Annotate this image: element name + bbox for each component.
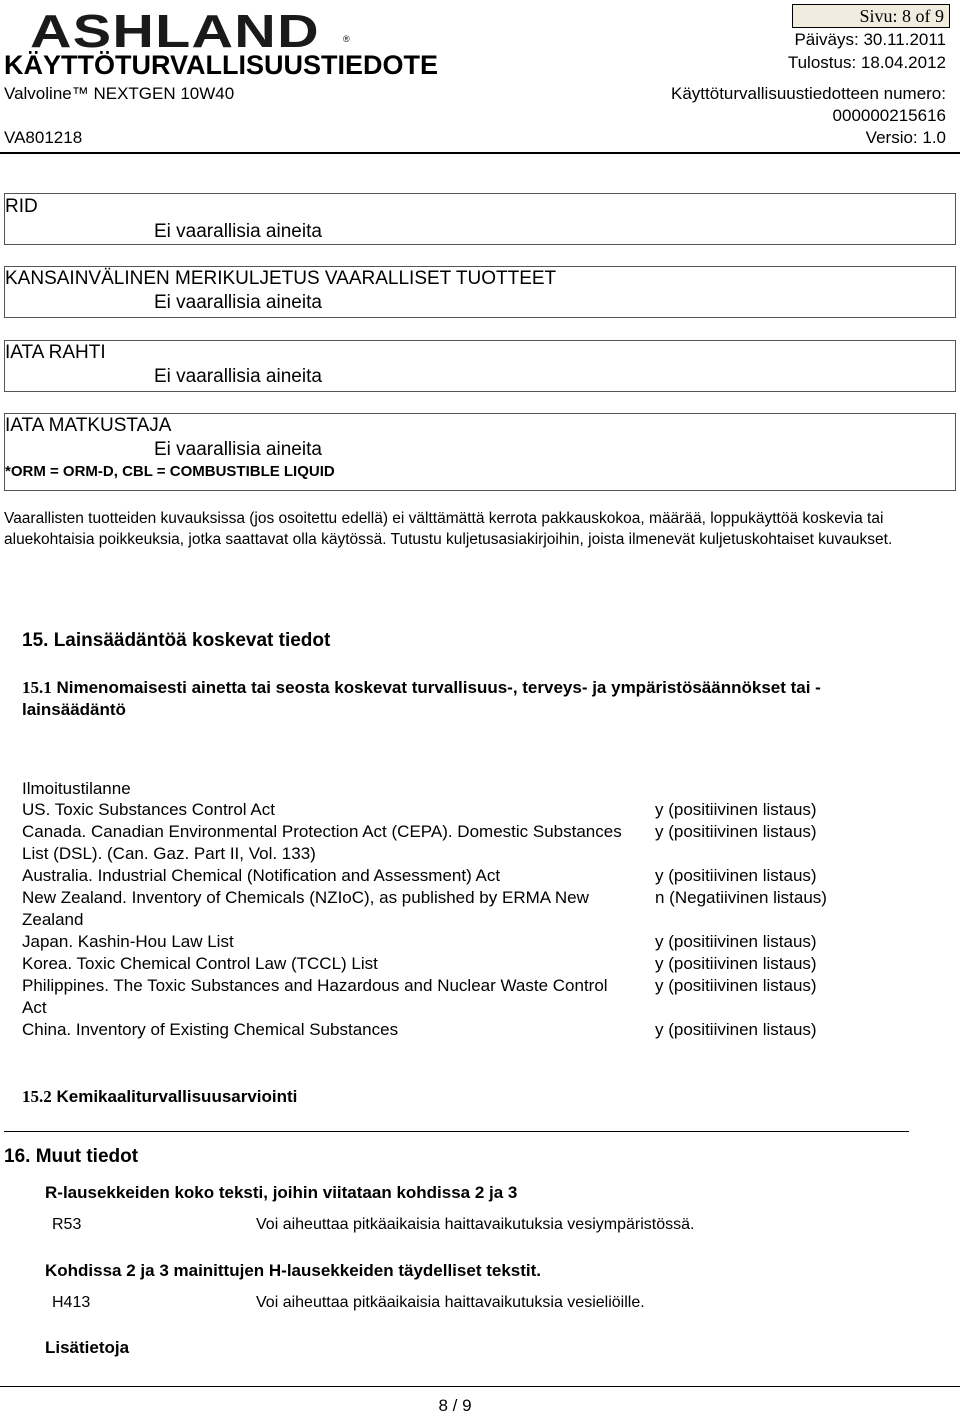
transport-value: Ei vaarallisia aineita — [154, 221, 322, 242]
inventory-status: y (positiivinen listaus) — [655, 932, 817, 951]
date-label: Päiväys: 30.11.2011 — [794, 30, 946, 49]
inventory-status: y (positiivinen listaus) — [655, 866, 817, 885]
h-phrases-heading: Kohdissa 2 ja 3 mainittujen H-lausekkeiden täydelliset tekstit. — [45, 1261, 541, 1280]
subsection-number: 15.1 — [22, 678, 52, 697]
footer-divider — [0, 1386, 960, 1387]
inventory-status: y (positiivinen listaus) — [655, 954, 817, 973]
transport-value: Ei vaarallisia aineita — [154, 439, 322, 460]
section-16-title: 16. Muut tiedot — [4, 1146, 139, 1167]
version-label: Versio: 1.0 — [865, 128, 946, 147]
inventory-name: New Zealand. Inventory of Chemicals (NZIoC), as published by ERMA New Zealand — [22, 888, 589, 929]
inventory-name: Korea. Toxic Chemical Control Law (TCCL) List — [22, 954, 378, 973]
subsection-number: 15.2 — [22, 1087, 52, 1106]
transport-label: IATA MATKUSTAJA — [5, 415, 172, 436]
registered-mark: ® — [343, 34, 350, 44]
subsection-15-1 — [22, 677, 922, 721]
r-phrase-code: R53 — [52, 1216, 82, 1233]
transport-value: Ei vaarallisia aineita — [154, 366, 322, 387]
transport-paragraph: Vaarallisten tuotteiden kuvauksissa (jos osoitettu edellä) ei välttämättä kerrota pakkauskokoa, määrää, loppukäyttöä koskevia tai aluekohtaisia poikkeuksia, jotka saattavat olla käytössä. Tutustu kuljetusasiakirjoihin, joista ilmenevät kuljetuskohtaiset kuvaukset. — [4, 510, 893, 548]
h-phrase-code: H413 — [52, 1294, 91, 1311]
print-date-label: Tulostus: 18.04.2012 — [787, 53, 946, 72]
inventory-status: y (positiivinen listaus) — [655, 1020, 817, 1039]
additional-info-heading: Lisätietoja — [45, 1338, 130, 1357]
product-name: Valvoline™ NEXTGEN 10W40 — [4, 84, 235, 103]
transport-box-sea — [4, 266, 956, 318]
inventory-status: y (positiivinen listaus) — [655, 976, 817, 995]
inventory-heading: Ilmoitustilanne — [22, 779, 131, 798]
orm-note: *ORM = ORM-D, CBL = COMBUSTIBLE LIQUID — [5, 463, 335, 480]
subsection-15-2 — [22, 1086, 922, 1108]
sds-number-label: Käyttöturvallisuustiedotteen numero: — [671, 84, 946, 103]
r-phrase-text: Voi aiheuttaa pitkäaikaisia haittavaikutuksia vesiympäristössä. — [256, 1216, 695, 1233]
inventory-name: Philippines. The Toxic Substances and Hazardous and Nuclear Waste Control Act — [22, 976, 608, 1017]
sds-number: 000000215616 — [832, 106, 946, 125]
header-divider — [0, 152, 960, 154]
inventory-name: Japan. Kashin-Hou Law List — [22, 932, 234, 951]
subsection-text: Kemikaaliturvallisuusarviointi — [56, 1087, 298, 1106]
inventory-name: Australia. Industrial Chemical (Notification and Assessment) Act — [22, 866, 501, 885]
inventory-status: y (positiivinen listaus) — [655, 822, 817, 841]
transport-label: KANSAINVÄLINEN MERIKULJETUS VAARALLISET TUOTTEET — [5, 268, 557, 289]
document-title: KÄYTTÖTURVALLISUUSTIEDOTE — [4, 50, 439, 80]
r-phrases-heading: R-lausekkeiden koko teksti, joihin viitataan kohdissa 2 ja 3 — [45, 1183, 518, 1202]
ashland-logo: ASHLAND — [30, 5, 320, 57]
product-code: VA801218 — [4, 128, 83, 147]
transport-label: IATA RAHTI — [5, 342, 106, 363]
inventory-name: China. Inventory of Existing Chemical Substances — [22, 1020, 399, 1039]
inventory-status: n (Negatiivinen listaus) — [655, 888, 827, 907]
footer-page-number: 8 / 9 — [438, 1396, 472, 1415]
h-phrase-text: Voi aiheuttaa pitkäaikaisia haittavaikutuksia vesieliöille. — [256, 1294, 645, 1311]
transport-box-iata-passenger — [4, 413, 956, 491]
transport-label: RID — [5, 196, 38, 217]
section-divider — [4, 1131, 909, 1132]
transport-box-iata-cargo — [4, 340, 956, 392]
subsection-text: Nimenomaisesti ainetta tai seosta koskevat turvallisuus-, terveys- ja ympäristösäännökset tai -lainsäädäntö — [22, 678, 821, 719]
inventory-name: US. Toxic Substances Control Act — [22, 800, 275, 819]
inventory-status: y (positiivinen listaus) — [655, 800, 817, 819]
inventory-name: Canada. Canadian Environmental Protection Act (CEPA). Domestic Substances List (DSL). (Can. Gaz. Part II, Vol. 133) — [22, 822, 622, 863]
transport-box-rid — [4, 193, 956, 245]
section-15-title: 15. Lainsäädäntöä koskevat tiedot — [22, 630, 331, 651]
page-indicator: Sivu: 8 of 9 — [792, 4, 950, 28]
transport-value: Ei vaarallisia aineita — [154, 292, 322, 313]
